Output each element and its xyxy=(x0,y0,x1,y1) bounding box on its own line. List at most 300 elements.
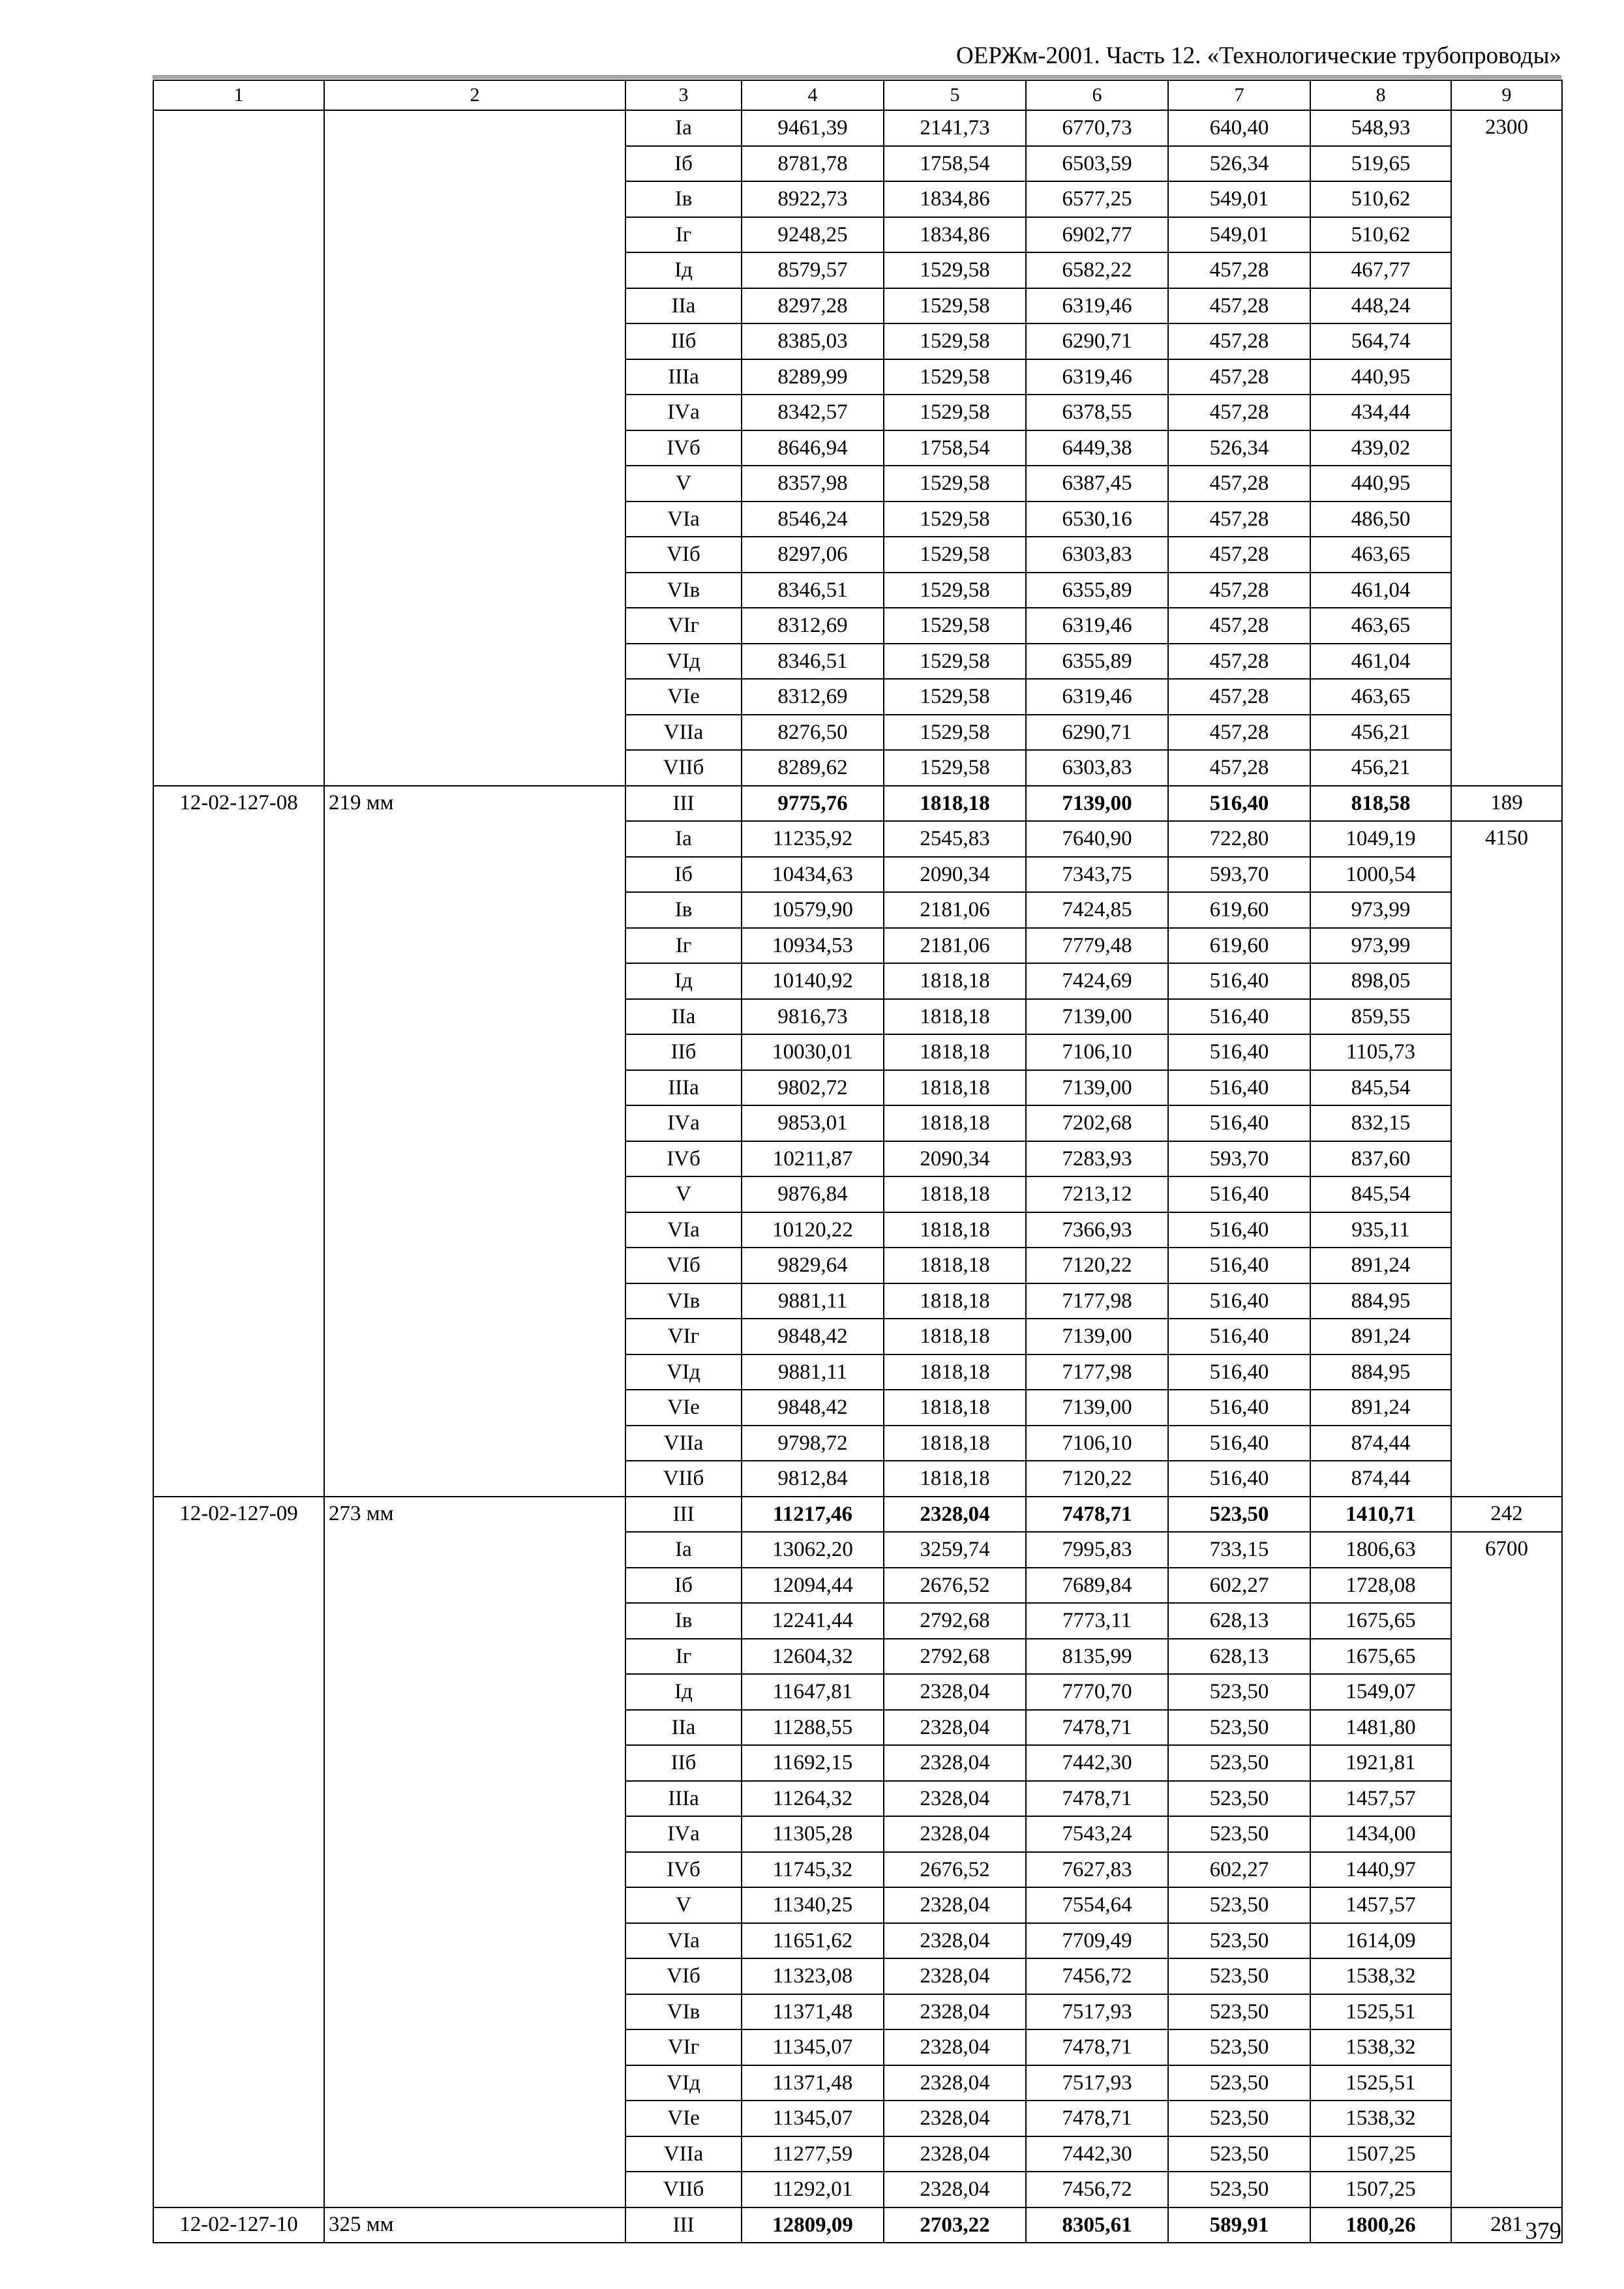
value-cell-col5: 2676,52 xyxy=(884,1568,1026,1604)
value-cell-col6: 6355,89 xyxy=(1026,573,1168,608)
value-cell-col4: 11235,92 xyxy=(742,821,884,857)
value-cell-col8: 1434,00 xyxy=(1310,1816,1451,1852)
value-cell-col7: 523,50 xyxy=(1168,1816,1310,1852)
value-cell-col7: 593,70 xyxy=(1168,857,1310,893)
value-cell-col6: 6503,59 xyxy=(1026,146,1168,182)
value-cell-col7: 523,50 xyxy=(1168,1958,1310,1994)
value-cell-col7: 526,34 xyxy=(1168,430,1310,466)
value-cell-col5: 1758,54 xyxy=(884,146,1026,182)
value-cell-col7: 526,34 xyxy=(1168,146,1310,182)
value-cell-col6: 7213,12 xyxy=(1026,1176,1168,1212)
value-cell-col8: 1800,26 xyxy=(1310,2207,1451,2243)
table-row xyxy=(153,1497,1562,1533)
value-cell-col4: 11292,01 xyxy=(742,2172,884,2207)
value-cell-col4: 8922,73 xyxy=(742,181,884,217)
value-cell-col6: 6319,46 xyxy=(1026,608,1168,644)
value-cell-col5: 2328,04 xyxy=(884,1887,1026,1923)
zone-cell: Iа xyxy=(625,1532,742,1568)
value-cell-col7: 516,40 xyxy=(1168,1390,1310,1426)
value-cell-col6: 6378,55 xyxy=(1026,395,1168,430)
value-cell-col4: 11288,55 xyxy=(742,1710,884,1746)
value-cell-col8: 859,55 xyxy=(1310,999,1451,1035)
value-cell-col8: 467,77 xyxy=(1310,252,1451,288)
value-cell-col4: 10140,92 xyxy=(742,963,884,999)
value-cell-col8: 1507,25 xyxy=(1310,2136,1451,2172)
value-cell-col8: 935,11 xyxy=(1310,1212,1451,1248)
column-number-5: 5 xyxy=(884,80,1026,110)
value-cell-col4: 8385,03 xyxy=(742,323,884,359)
value-cell-col5: 1818,18 xyxy=(884,963,1026,999)
value-cell-col8: 837,60 xyxy=(1310,1141,1451,1177)
zone-cell: IIIа xyxy=(625,1781,742,1817)
value-cell-col6: 7640,90 xyxy=(1026,821,1168,857)
value-cell-col8: 434,44 xyxy=(1310,395,1451,430)
value-cell-col4: 8289,62 xyxy=(742,750,884,786)
value-cell-col4: 9775,76 xyxy=(742,786,884,822)
value-cell-col8: 845,54 xyxy=(1310,1176,1451,1212)
value-cell-col8: 463,65 xyxy=(1310,537,1451,573)
value-cell-col7: 457,28 xyxy=(1168,537,1310,573)
value-cell-col6: 7709,49 xyxy=(1026,1923,1168,1959)
zone-cell: VIа xyxy=(625,1923,742,1959)
zone-cell: VIд xyxy=(625,2065,742,2101)
value-cell-col5: 1818,18 xyxy=(884,999,1026,1035)
value-cell-col4: 8346,51 xyxy=(742,644,884,680)
value-cell-col4: 8781,78 xyxy=(742,146,884,182)
value-cell-col8: 1000,54 xyxy=(1310,857,1451,893)
zone-cell: VIб xyxy=(625,537,742,573)
column-number-1: 1 xyxy=(153,80,324,110)
value-cell-col6: 7139,00 xyxy=(1026,786,1168,822)
value-cell-col8: 510,62 xyxy=(1310,217,1451,253)
zone-cell: IIа xyxy=(625,999,742,1035)
value-cell-col8: 1410,71 xyxy=(1310,1497,1451,1533)
value-cell-col8: 1728,08 xyxy=(1310,1568,1451,1604)
col9-value-cell: 2300 xyxy=(1451,110,1562,786)
value-cell-col6: 6290,71 xyxy=(1026,323,1168,359)
value-cell-col7: 457,28 xyxy=(1168,501,1310,537)
value-cell-col6: 7456,72 xyxy=(1026,2172,1168,2207)
value-cell-col6: 7517,93 xyxy=(1026,1994,1168,2030)
value-cell-col7: 516,40 xyxy=(1168,1283,1310,1319)
col9-value-cell: 242 xyxy=(1451,1497,1562,1533)
value-cell-col7: 523,50 xyxy=(1168,1745,1310,1781)
value-cell-col4: 9853,01 xyxy=(742,1105,884,1141)
value-cell-col7: 516,40 xyxy=(1168,1176,1310,1212)
zone-cell: Iг xyxy=(625,1639,742,1675)
value-cell-col7: 523,50 xyxy=(1168,1994,1310,2030)
zone-cell: VIб xyxy=(625,1958,742,1994)
value-cell-col5: 1529,58 xyxy=(884,501,1026,537)
value-cell-col6: 7424,69 xyxy=(1026,963,1168,999)
value-cell-col7: 619,60 xyxy=(1168,928,1310,964)
value-cell-col5: 1529,58 xyxy=(884,252,1026,288)
value-cell-col4: 11264,32 xyxy=(742,1781,884,1817)
value-cell-col8: 463,65 xyxy=(1310,679,1451,715)
value-cell-col8: 874,44 xyxy=(1310,1461,1451,1497)
value-cell-col7: 523,50 xyxy=(1168,2172,1310,2207)
value-cell-col6: 7120,22 xyxy=(1026,1461,1168,1497)
zone-cell: VIг xyxy=(625,2029,742,2065)
value-cell-col5: 1529,58 xyxy=(884,466,1026,501)
value-cell-col8: 456,21 xyxy=(1310,715,1451,751)
pipe-diameter-cell: 219 мм xyxy=(324,786,625,1497)
value-cell-col6: 7120,22 xyxy=(1026,1248,1168,1283)
zone-cell: IVа xyxy=(625,395,742,430)
rates-table-body xyxy=(153,110,1562,2243)
value-cell-col4: 9876,84 xyxy=(742,1176,884,1212)
value-cell-col8: 1105,73 xyxy=(1310,1034,1451,1070)
value-cell-col5: 2181,06 xyxy=(884,928,1026,964)
value-cell-col5: 2328,04 xyxy=(884,2065,1026,2101)
value-cell-col4: 10434,63 xyxy=(742,857,884,893)
value-cell-col5: 1818,18 xyxy=(884,1354,1026,1390)
value-cell-col8: 463,65 xyxy=(1310,608,1451,644)
value-cell-col5: 1758,54 xyxy=(884,430,1026,466)
value-cell-col4: 8546,24 xyxy=(742,501,884,537)
value-cell-col7: 602,27 xyxy=(1168,1852,1310,1888)
value-cell-col8: 1538,32 xyxy=(1310,2029,1451,2065)
value-cell-col4: 8297,28 xyxy=(742,288,884,324)
value-cell-col7: 589,91 xyxy=(1168,2207,1310,2243)
value-cell-col5: 2328,04 xyxy=(884,1781,1026,1817)
value-cell-col6: 6449,38 xyxy=(1026,430,1168,466)
value-cell-col5: 2328,04 xyxy=(884,1710,1026,1746)
zone-cell: VIа xyxy=(625,1212,742,1248)
value-cell-col5: 2676,52 xyxy=(884,1852,1026,1888)
column-number-7: 7 xyxy=(1168,80,1310,110)
column-number-9: 9 xyxy=(1451,80,1562,110)
value-cell-col6: 7366,93 xyxy=(1026,1212,1168,1248)
value-cell-col4: 8357,98 xyxy=(742,466,884,501)
value-cell-col4: 10934,53 xyxy=(742,928,884,964)
value-cell-col7: 516,40 xyxy=(1168,1034,1310,1070)
value-cell-col7: 457,28 xyxy=(1168,750,1310,786)
zone-cell: Iб xyxy=(625,146,742,182)
table-row xyxy=(153,110,1562,146)
value-cell-col7: 722,80 xyxy=(1168,821,1310,857)
value-cell-col4: 12809,09 xyxy=(742,2207,884,2243)
zone-cell: Iг xyxy=(625,217,742,253)
value-cell-col6: 6290,71 xyxy=(1026,715,1168,751)
value-cell-col6: 6902,77 xyxy=(1026,217,1168,253)
value-cell-col6: 6577,25 xyxy=(1026,181,1168,217)
value-cell-col5: 1529,58 xyxy=(884,288,1026,324)
rate-code-cell xyxy=(153,110,324,786)
value-cell-col5: 1529,58 xyxy=(884,679,1026,715)
zone-cell: VIIб xyxy=(625,750,742,786)
value-cell-col5: 1818,18 xyxy=(884,1461,1026,1497)
value-cell-col6: 6303,83 xyxy=(1026,750,1168,786)
value-cell-col4: 8342,57 xyxy=(742,395,884,430)
value-cell-col4: 12604,32 xyxy=(742,1639,884,1675)
value-cell-col4: 9881,11 xyxy=(742,1354,884,1390)
zone-cell: IIIа xyxy=(625,359,742,395)
value-cell-col7: 628,13 xyxy=(1168,1603,1310,1639)
value-cell-col5: 2328,04 xyxy=(884,1745,1026,1781)
value-cell-col8: 1481,80 xyxy=(1310,1710,1451,1746)
value-cell-col5: 2090,34 xyxy=(884,857,1026,893)
value-cell-col6: 6319,46 xyxy=(1026,679,1168,715)
value-cell-col4: 11371,48 xyxy=(742,2065,884,2101)
value-cell-col8: 891,24 xyxy=(1310,1319,1451,1354)
value-cell-col6: 7442,30 xyxy=(1026,1745,1168,1781)
value-cell-col6: 7517,93 xyxy=(1026,2065,1168,2101)
value-cell-col7: 523,50 xyxy=(1168,1887,1310,1923)
zone-cell: VIд xyxy=(625,1354,742,1390)
value-cell-col6: 8305,61 xyxy=(1026,2207,1168,2243)
value-cell-col8: 1675,65 xyxy=(1310,1639,1451,1675)
value-cell-col8: 832,15 xyxy=(1310,1105,1451,1141)
value-cell-col6: 7283,93 xyxy=(1026,1141,1168,1177)
value-cell-col6: 7343,75 xyxy=(1026,857,1168,893)
value-cell-col6: 7627,83 xyxy=(1026,1852,1168,1888)
value-cell-col4: 8276,50 xyxy=(742,715,884,751)
value-cell-col5: 2328,04 xyxy=(884,2136,1026,2172)
value-cell-col8: 461,04 xyxy=(1310,573,1451,608)
value-cell-col4: 9848,42 xyxy=(742,1390,884,1426)
value-cell-col6: 7995,83 xyxy=(1026,1532,1168,1568)
value-cell-col8: 884,95 xyxy=(1310,1354,1451,1390)
value-cell-col4: 9461,39 xyxy=(742,110,884,146)
zone-cell: VIв xyxy=(625,1994,742,2030)
value-cell-col7: 516,40 xyxy=(1168,1105,1310,1141)
value-cell-col5: 1529,58 xyxy=(884,573,1026,608)
value-cell-col4: 11745,32 xyxy=(742,1852,884,1888)
column-number-4: 4 xyxy=(742,80,884,110)
running-header xyxy=(153,37,1561,78)
value-cell-col7: 457,28 xyxy=(1168,395,1310,430)
pipe-diameter-cell: 325 мм xyxy=(324,2207,625,2243)
value-cell-col5: 1818,18 xyxy=(884,1105,1026,1141)
value-cell-col7: 516,40 xyxy=(1168,1426,1310,1461)
value-cell-col4: 10579,90 xyxy=(742,892,884,928)
zone-cell: III xyxy=(625,2207,742,2243)
table-row xyxy=(153,2207,1562,2243)
value-cell-col7: 549,01 xyxy=(1168,181,1310,217)
value-cell-col5: 1818,18 xyxy=(884,1034,1026,1070)
value-cell-col7: 602,27 xyxy=(1168,1568,1310,1604)
value-cell-col6: 6319,46 xyxy=(1026,359,1168,395)
value-cell-col4: 12094,44 xyxy=(742,1568,884,1604)
value-cell-col8: 1440,97 xyxy=(1310,1852,1451,1888)
value-cell-col6: 7202,68 xyxy=(1026,1105,1168,1141)
value-cell-col6: 7139,00 xyxy=(1026,1390,1168,1426)
value-cell-col4: 11340,25 xyxy=(742,1887,884,1923)
zone-cell: Iд xyxy=(625,252,742,288)
value-cell-col6: 7773,11 xyxy=(1026,1603,1168,1639)
value-cell-col7: 457,28 xyxy=(1168,644,1310,680)
table-row xyxy=(153,786,1562,822)
zone-cell: IVа xyxy=(625,1105,742,1141)
zone-cell: Iб xyxy=(625,857,742,893)
value-cell-col7: 733,15 xyxy=(1168,1532,1310,1568)
zone-cell: VIIб xyxy=(625,2172,742,2207)
col9-value-cell: 189 xyxy=(1451,786,1562,822)
value-cell-col5: 1529,58 xyxy=(884,359,1026,395)
zone-cell: VIа xyxy=(625,501,742,537)
zone-cell: IVб xyxy=(625,1852,742,1888)
value-cell-col8: 1049,19 xyxy=(1310,821,1451,857)
value-cell-col5: 1818,18 xyxy=(884,1176,1026,1212)
value-cell-col4: 11345,07 xyxy=(742,2029,884,2065)
value-cell-col5: 1529,58 xyxy=(884,537,1026,573)
value-cell-col7: 516,40 xyxy=(1168,1212,1310,1248)
value-cell-col6: 7106,10 xyxy=(1026,1426,1168,1461)
col9-value-cell: 281 xyxy=(1451,2207,1562,2243)
value-cell-col6: 7478,71 xyxy=(1026,1497,1168,1533)
zone-cell: Iг xyxy=(625,928,742,964)
value-cell-col5: 1529,58 xyxy=(884,323,1026,359)
zone-cell: VIв xyxy=(625,573,742,608)
value-cell-col5: 1818,18 xyxy=(884,786,1026,822)
value-cell-col7: 457,28 xyxy=(1168,323,1310,359)
value-cell-col5: 1529,58 xyxy=(884,608,1026,644)
value-cell-col5: 2090,34 xyxy=(884,1141,1026,1177)
value-cell-col7: 457,28 xyxy=(1168,715,1310,751)
value-cell-col5: 2703,22 xyxy=(884,2207,1026,2243)
value-cell-col4: 11692,15 xyxy=(742,1745,884,1781)
page-number: 379 xyxy=(1525,2218,1561,2245)
zone-cell: IIб xyxy=(625,1034,742,1070)
value-cell-col8: 898,05 xyxy=(1310,963,1451,999)
value-cell-col7: 516,40 xyxy=(1168,1319,1310,1354)
value-cell-col7: 619,60 xyxy=(1168,892,1310,928)
value-cell-col7: 549,01 xyxy=(1168,217,1310,253)
value-cell-col7: 516,40 xyxy=(1168,786,1310,822)
value-cell-col8: 1549,07 xyxy=(1310,1674,1451,1710)
value-cell-col6: 7177,98 xyxy=(1026,1283,1168,1319)
value-cell-col8: 461,04 xyxy=(1310,644,1451,680)
value-cell-col8: 548,93 xyxy=(1310,110,1451,146)
value-cell-col8: 1457,57 xyxy=(1310,1887,1451,1923)
zone-cell: V xyxy=(625,1176,742,1212)
value-cell-col7: 516,40 xyxy=(1168,1070,1310,1106)
zone-cell: Iа xyxy=(625,821,742,857)
value-cell-col8: 564,74 xyxy=(1310,323,1451,359)
value-cell-col5: 2328,04 xyxy=(884,1923,1026,1959)
value-cell-col8: 1525,51 xyxy=(1310,1994,1451,2030)
value-cell-col6: 7478,71 xyxy=(1026,1781,1168,1817)
value-cell-col5: 1818,18 xyxy=(884,1212,1026,1248)
zone-cell: VIIа xyxy=(625,2136,742,2172)
value-cell-col4: 9848,42 xyxy=(742,1319,884,1354)
value-cell-col7: 523,50 xyxy=(1168,2065,1310,2101)
running-header-title: ОЕРЖм-2001. Часть 12. «Технологические трубопроводы» xyxy=(956,42,1561,69)
value-cell-col4: 10030,01 xyxy=(742,1034,884,1070)
value-cell-col5: 2181,06 xyxy=(884,892,1026,928)
zone-cell: Iд xyxy=(625,1674,742,1710)
value-cell-col7: 457,28 xyxy=(1168,466,1310,501)
value-cell-col8: 486,50 xyxy=(1310,501,1451,537)
value-cell-col7: 457,28 xyxy=(1168,679,1310,715)
zone-cell: VIб xyxy=(625,1248,742,1283)
zone-cell: IIб xyxy=(625,1745,742,1781)
value-cell-col7: 523,50 xyxy=(1168,1710,1310,1746)
value-cell-col6: 7442,30 xyxy=(1026,2136,1168,2172)
column-number-6: 6 xyxy=(1026,80,1168,110)
value-cell-col4: 9812,84 xyxy=(742,1461,884,1497)
value-cell-col5: 1818,18 xyxy=(884,1390,1026,1426)
value-cell-col5: 1818,18 xyxy=(884,1070,1026,1106)
zone-cell: VIе xyxy=(625,2101,742,2136)
value-cell-col7: 457,28 xyxy=(1168,359,1310,395)
value-cell-col5: 2328,04 xyxy=(884,1674,1026,1710)
rate-code-cell: 12-02-127-09 xyxy=(153,1497,324,2207)
value-cell-col4: 11277,59 xyxy=(742,2136,884,2172)
value-cell-col5: 1818,18 xyxy=(884,1319,1026,1354)
zone-cell: VIв xyxy=(625,1283,742,1319)
zone-cell: IIа xyxy=(625,1710,742,1746)
value-cell-col7: 457,28 xyxy=(1168,288,1310,324)
value-cell-col5: 2545,83 xyxy=(884,821,1026,857)
zone-cell: VIIа xyxy=(625,715,742,751)
value-cell-col8: 884,95 xyxy=(1310,1283,1451,1319)
value-cell-col4: 13062,20 xyxy=(742,1532,884,1568)
value-cell-col8: 1507,25 xyxy=(1310,2172,1451,2207)
value-cell-col4: 11217,46 xyxy=(742,1497,884,1533)
value-cell-col7: 457,28 xyxy=(1168,608,1310,644)
value-cell-col4: 12241,44 xyxy=(742,1603,884,1639)
value-cell-col7: 516,40 xyxy=(1168,1354,1310,1390)
value-cell-col5: 1529,58 xyxy=(884,715,1026,751)
value-cell-col8: 973,99 xyxy=(1310,892,1451,928)
value-cell-col4: 8646,94 xyxy=(742,430,884,466)
value-cell-col6: 7106,10 xyxy=(1026,1034,1168,1070)
value-cell-col4: 9881,11 xyxy=(742,1283,884,1319)
value-cell-col4: 11371,48 xyxy=(742,1994,884,2030)
value-cell-col5: 1529,58 xyxy=(884,395,1026,430)
column-number-row xyxy=(153,80,1562,110)
value-cell-col6: 7478,71 xyxy=(1026,1710,1168,1746)
value-cell-col4: 10211,87 xyxy=(742,1141,884,1177)
zone-cell: V xyxy=(625,1887,742,1923)
value-cell-col6: 7456,72 xyxy=(1026,1958,1168,1994)
value-cell-col5: 1818,18 xyxy=(884,1283,1026,1319)
value-cell-col8: 1457,57 xyxy=(1310,1781,1451,1817)
value-cell-col6: 6319,46 xyxy=(1026,288,1168,324)
zone-cell: IVб xyxy=(625,1141,742,1177)
value-cell-col8: 1538,32 xyxy=(1310,1958,1451,1994)
value-cell-col8: 510,62 xyxy=(1310,181,1451,217)
zone-cell: Iб xyxy=(625,1568,742,1604)
value-cell-col8: 874,44 xyxy=(1310,1426,1451,1461)
value-cell-col8: 1806,63 xyxy=(1310,1532,1451,1568)
zone-cell: VIд xyxy=(625,644,742,680)
value-cell-col6: 7139,00 xyxy=(1026,1319,1168,1354)
zone-cell: III xyxy=(625,786,742,822)
value-cell-col7: 523,50 xyxy=(1168,2136,1310,2172)
value-cell-col8: 439,02 xyxy=(1310,430,1451,466)
value-cell-col7: 516,40 xyxy=(1168,963,1310,999)
value-cell-col6: 6355,89 xyxy=(1026,644,1168,680)
zone-cell: IIIа xyxy=(625,1070,742,1106)
value-cell-col5: 1834,86 xyxy=(884,181,1026,217)
zone-cell: Iд xyxy=(625,963,742,999)
value-cell-col7: 523,50 xyxy=(1168,1923,1310,1959)
value-cell-col6: 7689,84 xyxy=(1026,1568,1168,1604)
value-cell-col8: 440,95 xyxy=(1310,466,1451,501)
value-cell-col5: 2328,04 xyxy=(884,2029,1026,2065)
value-cell-col5: 2141,73 xyxy=(884,110,1026,146)
rate-code-cell: 12-02-127-08 xyxy=(153,786,324,1497)
value-cell-col8: 818,58 xyxy=(1310,786,1451,822)
value-cell-col7: 640,40 xyxy=(1168,110,1310,146)
value-cell-col6: 6770,73 xyxy=(1026,110,1168,146)
value-cell-col6: 8135,99 xyxy=(1026,1639,1168,1675)
value-cell-col6: 7177,98 xyxy=(1026,1354,1168,1390)
value-cell-col7: 516,40 xyxy=(1168,1248,1310,1283)
